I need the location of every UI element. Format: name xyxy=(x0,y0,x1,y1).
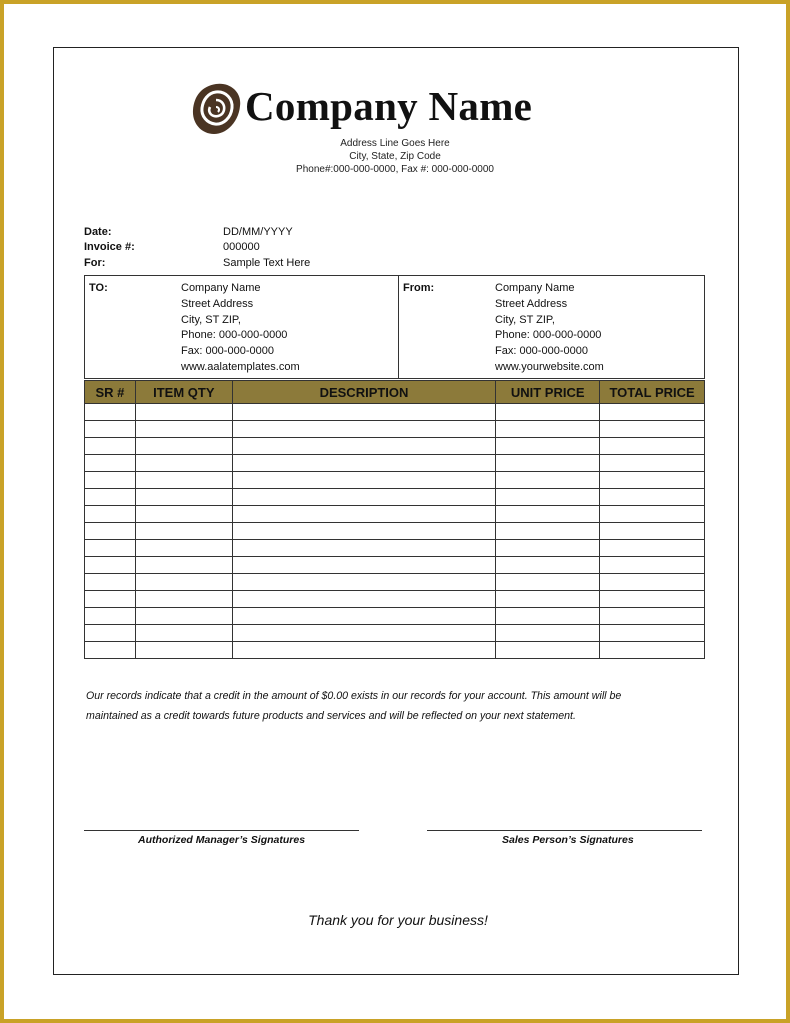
table-cell[interactable] xyxy=(85,472,136,489)
table-cell[interactable] xyxy=(600,472,705,489)
col-unit-price: UNIT PRICE xyxy=(496,381,600,404)
city-state-zip: City, State, Zip Code xyxy=(349,151,441,162)
table-cell[interactable] xyxy=(600,608,705,625)
table-cell[interactable] xyxy=(85,557,136,574)
col-description: DESCRIPTION xyxy=(232,381,496,404)
table-row xyxy=(85,642,705,659)
table-cell[interactable] xyxy=(496,574,600,591)
table-cell[interactable] xyxy=(85,489,136,506)
thank-you-text: Thank you for your business! xyxy=(308,912,488,928)
table-cell[interactable] xyxy=(85,506,136,523)
table-cell[interactable] xyxy=(600,523,705,540)
table-cell[interactable] xyxy=(496,404,600,421)
from-line: City, ST ZIP, xyxy=(495,313,555,326)
table-cell[interactable] xyxy=(232,557,496,574)
table-cell[interactable] xyxy=(135,625,232,642)
manager-signature-label: Authorized Manager’s Signatures xyxy=(138,834,306,846)
table-cell[interactable] xyxy=(85,438,136,455)
table-row xyxy=(85,574,705,591)
credit-note xyxy=(86,686,706,726)
table-cell[interactable] xyxy=(85,404,136,421)
table-cell[interactable] xyxy=(232,540,496,557)
table-cell[interactable] xyxy=(135,591,232,608)
to-line: Phone: 000-000-0000 xyxy=(181,329,288,342)
table-cell[interactable] xyxy=(135,506,232,523)
rose-logo-icon xyxy=(190,82,242,136)
table-cell[interactable] xyxy=(600,642,705,659)
table-row xyxy=(85,557,705,574)
table-cell[interactable] xyxy=(496,438,600,455)
table-header-row xyxy=(85,381,705,404)
table-cell[interactable] xyxy=(85,625,136,642)
to-line: Fax: 000-000-0000 xyxy=(181,345,274,358)
table-cell[interactable] xyxy=(232,523,496,540)
table-cell[interactable] xyxy=(232,489,496,506)
table-cell[interactable] xyxy=(85,642,136,659)
table-cell[interactable] xyxy=(232,591,496,608)
table-cell[interactable] xyxy=(496,608,600,625)
table-cell[interactable] xyxy=(135,404,232,421)
table-cell[interactable] xyxy=(232,438,496,455)
table-cell[interactable] xyxy=(135,489,232,506)
table-cell[interactable] xyxy=(232,455,496,472)
table-cell[interactable] xyxy=(600,438,705,455)
table-cell[interactable] xyxy=(232,608,496,625)
address-line: Address Line Goes Here xyxy=(340,138,450,149)
from-line: Fax: 000-000-0000 xyxy=(495,345,588,358)
from-line: Phone: 000-000-0000 xyxy=(495,329,602,342)
table-cell[interactable] xyxy=(496,506,600,523)
table-cell[interactable] xyxy=(496,557,600,574)
table-cell[interactable] xyxy=(600,540,705,557)
col-total-price: TOTAL PRICE xyxy=(600,381,705,404)
table-cell[interactable] xyxy=(496,642,600,659)
col-sr: SR # xyxy=(85,381,136,404)
date-value: DD/MM/YYYY xyxy=(223,226,293,238)
table-cell[interactable] xyxy=(600,574,705,591)
table-cell[interactable] xyxy=(232,472,496,489)
table-cell[interactable] xyxy=(232,404,496,421)
table-cell[interactable] xyxy=(496,472,600,489)
from-line: www.yourwebsite.com xyxy=(495,360,604,373)
to-title: TO: xyxy=(89,282,108,294)
table-cell[interactable] xyxy=(135,608,232,625)
table-row xyxy=(85,540,705,557)
invoice-number-label: Invoice #: xyxy=(84,241,135,253)
table-row xyxy=(85,472,705,489)
sales-signature-line xyxy=(427,830,702,831)
from-box xyxy=(398,275,705,379)
table-cell[interactable] xyxy=(496,625,600,642)
table-cell[interactable] xyxy=(135,642,232,659)
to-line: www.aalatemplates.com xyxy=(181,360,300,373)
table-cell[interactable] xyxy=(600,591,705,608)
table-row xyxy=(85,625,705,642)
table-cell[interactable] xyxy=(135,557,232,574)
table-cell[interactable] xyxy=(600,455,705,472)
table-row xyxy=(85,455,705,472)
table-row xyxy=(85,608,705,625)
table-cell[interactable] xyxy=(232,625,496,642)
table-cell[interactable] xyxy=(135,523,232,540)
table-row xyxy=(85,506,705,523)
table-cell[interactable] xyxy=(85,455,136,472)
table-cell[interactable] xyxy=(135,472,232,489)
table-cell[interactable] xyxy=(600,489,705,506)
invoice-number-value: 000000 xyxy=(223,241,260,253)
table-row xyxy=(85,404,705,421)
table-cell[interactable] xyxy=(135,438,232,455)
credit-note-line: Our records indicate that a credit in the amount of $0.00 exists in our records for your account. This amount will be xyxy=(86,690,622,702)
table-cell[interactable] xyxy=(496,591,600,608)
for-value: Sample Text Here xyxy=(223,257,311,269)
table-cell[interactable] xyxy=(600,506,705,523)
sales-signature-label: Sales Person’s Signatures xyxy=(502,834,634,846)
phone-fax: Phone#:000-000-0000, Fax #: 000-000-0000 xyxy=(296,164,494,175)
table-row xyxy=(85,489,705,506)
table-cell[interactable] xyxy=(85,574,136,591)
from-details xyxy=(495,281,604,376)
table-cell[interactable] xyxy=(232,642,496,659)
table-cell[interactable] xyxy=(135,421,232,438)
to-line: City, ST ZIP, xyxy=(181,313,241,326)
table-row xyxy=(85,438,705,455)
to-line: Street Address xyxy=(181,297,254,310)
table-cell[interactable] xyxy=(600,557,705,574)
table-row xyxy=(85,523,705,540)
from-line: Company Name xyxy=(495,282,575,294)
credit-note-line: maintained as a credit towards future products and services and will be reflected on your next statement. xyxy=(86,710,576,722)
table-cell[interactable] xyxy=(496,489,600,506)
table-cell[interactable] xyxy=(232,506,496,523)
table-cell[interactable] xyxy=(85,523,136,540)
col-item-qty: ITEM QTY xyxy=(135,381,232,404)
table-cell[interactable] xyxy=(496,421,600,438)
table-row xyxy=(85,421,705,438)
table-cell[interactable] xyxy=(85,540,136,557)
table-cell[interactable] xyxy=(496,523,600,540)
from-title: From: xyxy=(403,282,435,294)
items-body xyxy=(85,404,705,659)
table-cell[interactable] xyxy=(135,540,232,557)
company-header xyxy=(190,82,610,142)
to-line: Company Name xyxy=(181,282,261,294)
to-details xyxy=(181,281,300,376)
manager-signature-line xyxy=(84,830,359,831)
table-cell[interactable] xyxy=(85,608,136,625)
table-cell[interactable] xyxy=(600,404,705,421)
company-name: Company Name xyxy=(245,83,533,129)
table-cell[interactable] xyxy=(232,574,496,591)
table-cell[interactable] xyxy=(135,574,232,591)
items-table xyxy=(84,380,705,659)
to-box xyxy=(84,275,399,379)
table-row xyxy=(85,591,705,608)
table-cell[interactable] xyxy=(496,540,600,557)
from-line: Street Address xyxy=(495,297,568,310)
table-cell[interactable] xyxy=(600,421,705,438)
table-cell[interactable] xyxy=(600,625,705,642)
date-label: Date: xyxy=(84,226,112,238)
for-label: For: xyxy=(84,257,106,269)
table-cell[interactable] xyxy=(232,421,496,438)
table-cell[interactable] xyxy=(496,455,600,472)
table-cell[interactable] xyxy=(135,455,232,472)
table-cell[interactable] xyxy=(85,591,136,608)
table-cell[interactable] xyxy=(85,421,136,438)
